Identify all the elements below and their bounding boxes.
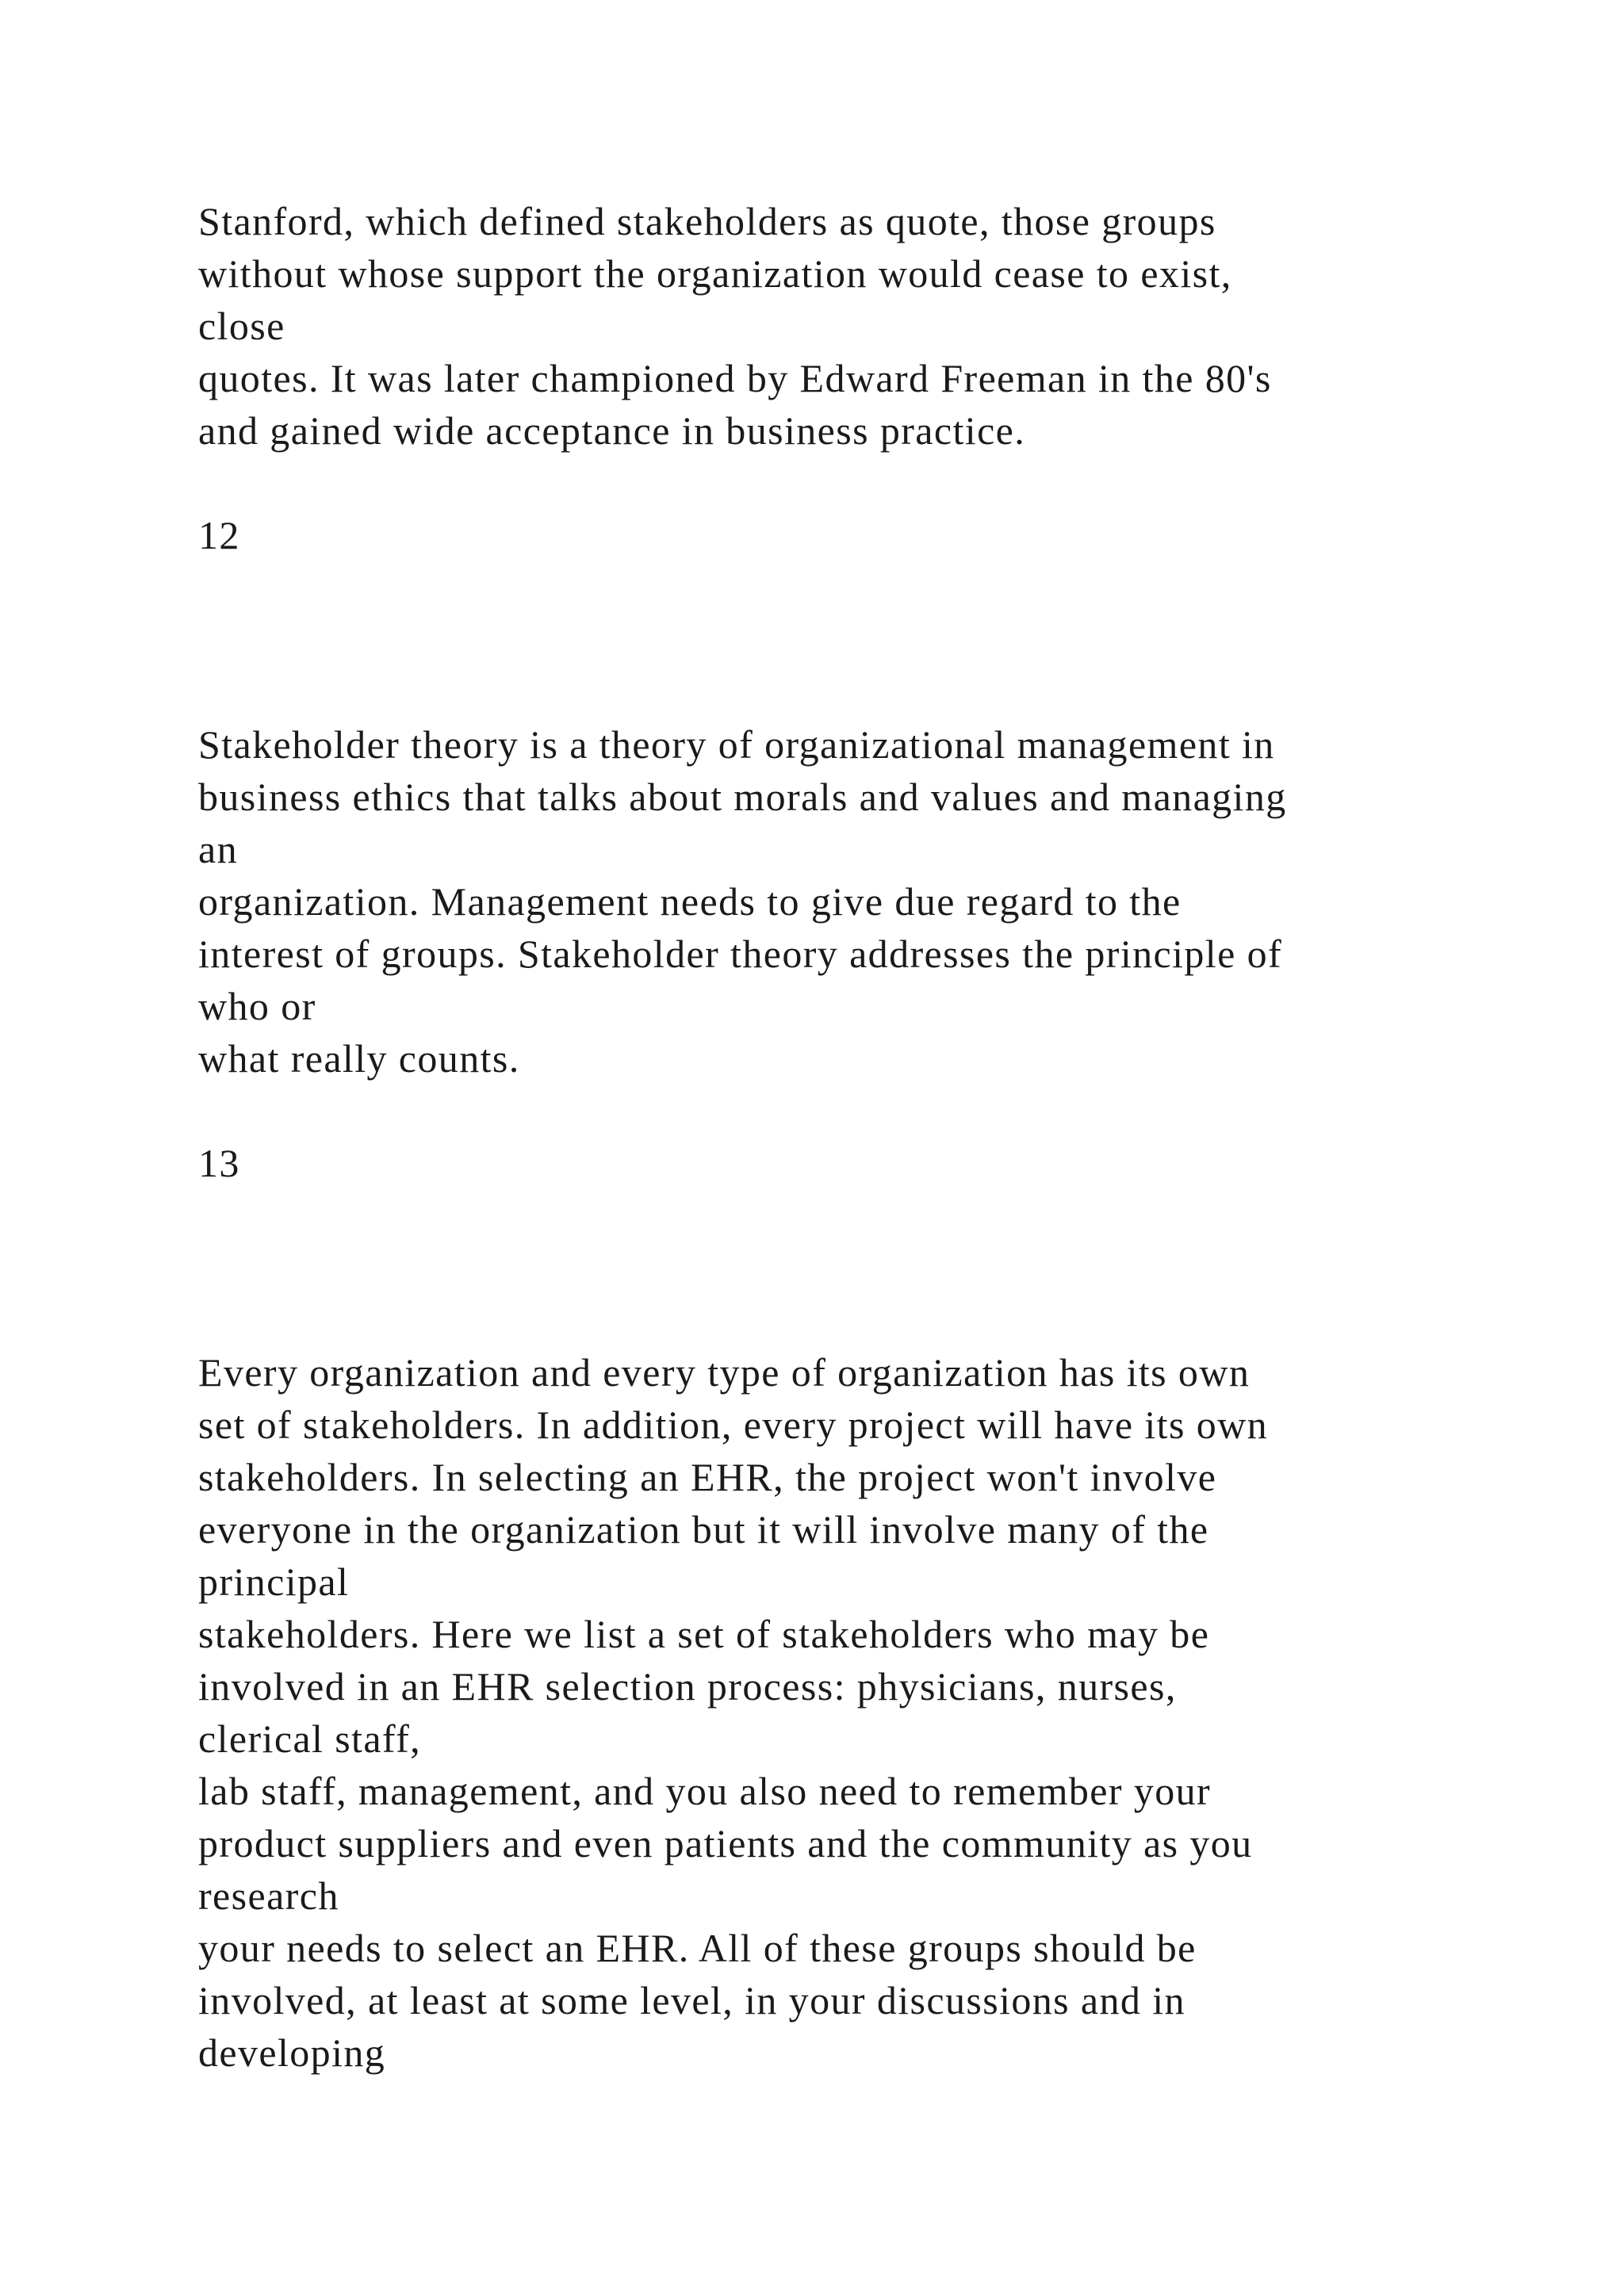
text-line: your needs to select an EHR. All of these groups should be <box>198 1926 1197 1970</box>
text-line: involved, at least at some level, in your discussions and in <box>198 1978 1185 2022</box>
spacer <box>198 561 1562 666</box>
page-number: 13 <box>198 1141 240 1185</box>
spacer <box>198 666 1562 718</box>
text-line: business ethics that talks about morals and values and managing <box>198 775 1287 819</box>
text-line: principal <box>198 1559 350 1604</box>
text-line: research <box>198 1873 339 1918</box>
spacer <box>198 1294 1562 1346</box>
text-line: who or <box>198 984 316 1028</box>
text-line: Stakeholder theory is a theory of organizational management in <box>198 722 1275 767</box>
text-line: set of stakeholders. In addition, every project will have its own <box>198 1402 1269 1447</box>
spacer <box>198 1085 1562 1137</box>
text-line: Stanford, which defined stakeholders as quote, those groups <box>198 199 1216 243</box>
paragraph-stakeholder-theory <box>198 718 1562 1085</box>
text-line: lab staff, management, and you also need to remember your <box>198 1769 1212 1813</box>
text-line: without whose support the organization would cease to exist, <box>198 251 1232 296</box>
text-line: involved in an EHR selection process: physicians, nurses, <box>198 1664 1177 1709</box>
text-line: developing <box>198 2030 386 2075</box>
paragraph-ehr-stakeholders <box>198 1346 1562 2079</box>
spacer <box>198 457 1562 509</box>
text-line: organization. Management needs to give due regard to the <box>198 879 1182 924</box>
text-line: clerical staff, <box>198 1716 422 1761</box>
page-number: 12 <box>198 513 240 557</box>
document-page <box>198 195 1562 2079</box>
text-line: stakeholders. Here we list a set of stakeholders who may be <box>198 1612 1210 1656</box>
text-line: what really counts. <box>198 1036 520 1081</box>
text-line: close <box>198 304 285 348</box>
spacer <box>198 1189 1562 1294</box>
text-line: an <box>198 827 238 871</box>
text-line: Every organization and every type of organization has its own <box>198 1350 1251 1395</box>
text-line: quotes. It was later championed by Edward Freeman in the 80's <box>198 356 1272 400</box>
paragraph-stanford-definition <box>198 195 1562 457</box>
text-line: product suppliers and even patients and the community as you <box>198 1821 1253 1866</box>
text-line: everyone in the organization but it will involve many of the <box>198 1507 1209 1552</box>
text-line: interest of groups. Stakeholder theory addresses the principle of <box>198 932 1283 976</box>
text-line: and gained wide acceptance in business practice. <box>198 408 1026 453</box>
text-line: stakeholders. In selecting an EHR, the project won't involve <box>198 1455 1217 1499</box>
